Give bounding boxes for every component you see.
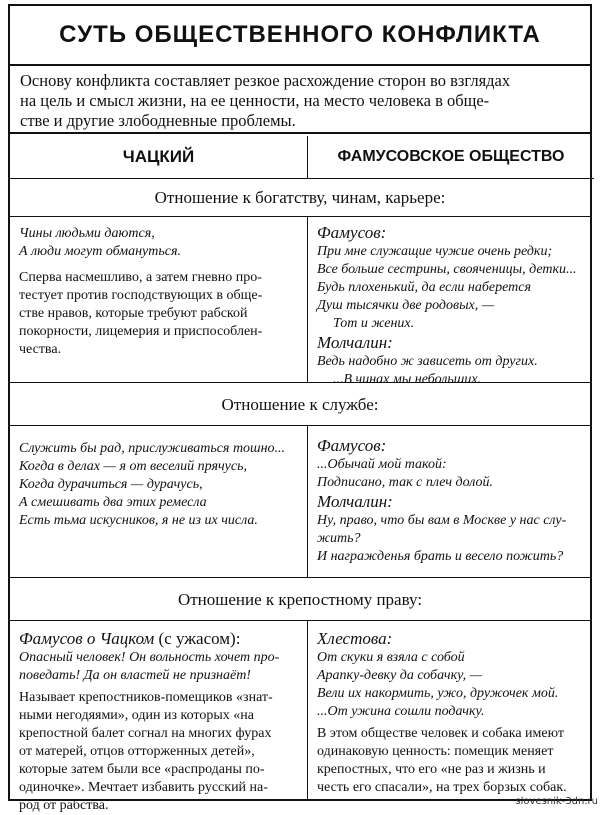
- column-header-chatsky: ЧАЦКИЙ: [10, 136, 308, 179]
- quote-line: И награжденья брать и весело пожить?: [317, 549, 564, 564]
- intro-line: стве и другие злободневные проблемы.: [20, 111, 296, 130]
- quote-line: Ведь надобно ж зависеть от других.: [317, 354, 538, 369]
- intro-paragraph: [10, 66, 590, 134]
- quote-line: Опасный человек! Он вольность хочет про-: [19, 650, 280, 665]
- text-line: стве нравов, которые требуют рабской: [19, 306, 248, 321]
- quote-line: Когда в делах — я от веселий прячусь,: [19, 459, 247, 474]
- text-line: Называет крепостников-помещиков «знат-: [19, 690, 273, 705]
- text-line: крепостной балет согнал на многих фурах: [19, 726, 272, 741]
- quote-line: жить?: [317, 531, 361, 546]
- text-line: чества.: [19, 342, 62, 357]
- text-line: которые затем были все «распроданы по-: [19, 762, 265, 777]
- quote-line: Служить бы рад, прислуживаться тошно...: [19, 441, 286, 456]
- section-service-famusov: [308, 426, 592, 578]
- quote-line: Тот и жених.: [333, 316, 415, 331]
- section-heading-serfdom: Отношение к крепостному праву:: [10, 579, 590, 621]
- quote-line: А смешивать два этих ремесла: [19, 495, 207, 510]
- speaker-famusov: Фамусов:: [317, 223, 387, 242]
- speaker-famusov: Фамусов:: [317, 436, 387, 455]
- text-line: крепостных, что его «не раз и жизнь и: [317, 762, 546, 777]
- text-line: род от рабства.: [19, 798, 109, 813]
- text-line: одиночке». Мечтает избавить русский на-: [19, 780, 268, 795]
- speaker-famusov-on-chatsky: Фамусов о Чацком: [19, 629, 155, 648]
- quote-line: Подписано, так с плеч долой.: [317, 475, 494, 490]
- quote-line: Когда дурачиться — дурачусь,: [19, 477, 203, 492]
- quote-line: При мне служащие чужие очень редки;: [317, 244, 553, 259]
- speaker-note: (с ужасом):: [154, 629, 241, 648]
- speaker-line: [19, 629, 301, 649]
- speaker-molchalin: Молчалин:: [317, 333, 393, 352]
- text-line: честь его спасали», на трех борзых собак.: [317, 780, 567, 795]
- text-line: Сперва насмешливо, а затем гневно про-: [19, 270, 262, 285]
- section-wealth-famusov: [308, 217, 592, 387]
- quote-line: Душ тысячки две родовых, —: [317, 298, 495, 313]
- text-line: одинаковую ценность: помещик меняет: [317, 744, 554, 759]
- section-heading-service: Отношение к службе:: [10, 384, 590, 426]
- section-service-chatsky: [10, 426, 308, 578]
- intro-line: на цель и смысл жизни, на ее ценности, на место человека в обще-: [20, 91, 490, 110]
- text-line: ными негодяями», один из которых «на: [19, 708, 254, 723]
- text-line: В этом обществе человек и собака имеют: [317, 726, 565, 741]
- section-heading-wealth: Отношение к богатству, чинам, карьере:: [10, 179, 590, 217]
- intro-line: Основу конфликта составляет резкое расхождение сторон во взглядах: [20, 71, 511, 90]
- section-serfdom-famusov: [308, 621, 592, 799]
- speaker-molchalin: Молчалин:: [317, 492, 393, 511]
- quote-line: ...От ужина сошли подачку.: [317, 704, 485, 719]
- quote-line: Будь плохенький, да если наберется: [317, 280, 531, 295]
- page-title: СУТЬ ОБЩЕСТВЕННОГО КОНФЛИКТА: [10, 6, 590, 66]
- quote-line: Вели их накормить, ужо, дружочек мой.: [317, 686, 559, 701]
- watermark: slovesnik-3dn.ru: [515, 796, 598, 807]
- quote-line: поведать! Да он властей не признаёт!: [19, 668, 251, 683]
- quote-line: От скуки я взяла с собой: [317, 650, 465, 665]
- section-wealth-chatsky: [10, 217, 308, 383]
- text-line: от матерей, отцов отторженных детей»,: [19, 744, 255, 759]
- speaker-khlestova: Хлестова:: [317, 629, 393, 648]
- quote-line: ...В чинах мы небольших.: [333, 372, 482, 387]
- column-header-famusov-society: ФАМУСОВСКОЕ ОБЩЕСТВО: [308, 136, 594, 179]
- quote-line: ...Обычай мой такой:: [317, 457, 447, 472]
- quote-line: Арапку-девку да собачку, —: [317, 668, 483, 683]
- text-line: покорности, лицемерия и приспособлен-: [19, 324, 263, 339]
- quote-line: Все больше сестрины, свояченицы, детки...: [317, 262, 577, 277]
- text-line: тестует против господствующих в обще-: [19, 288, 263, 303]
- quote-line: Ну, право, что бы вам в Москве у нас слу-: [317, 513, 567, 528]
- quote-line: А люди могут обмануться.: [19, 244, 181, 259]
- quote-line: Есть тьма искусников, я не из их числа.: [19, 513, 258, 528]
- section-serfdom-chatsky: [10, 621, 308, 813]
- quote-line: Чины людьми даются,: [19, 226, 155, 241]
